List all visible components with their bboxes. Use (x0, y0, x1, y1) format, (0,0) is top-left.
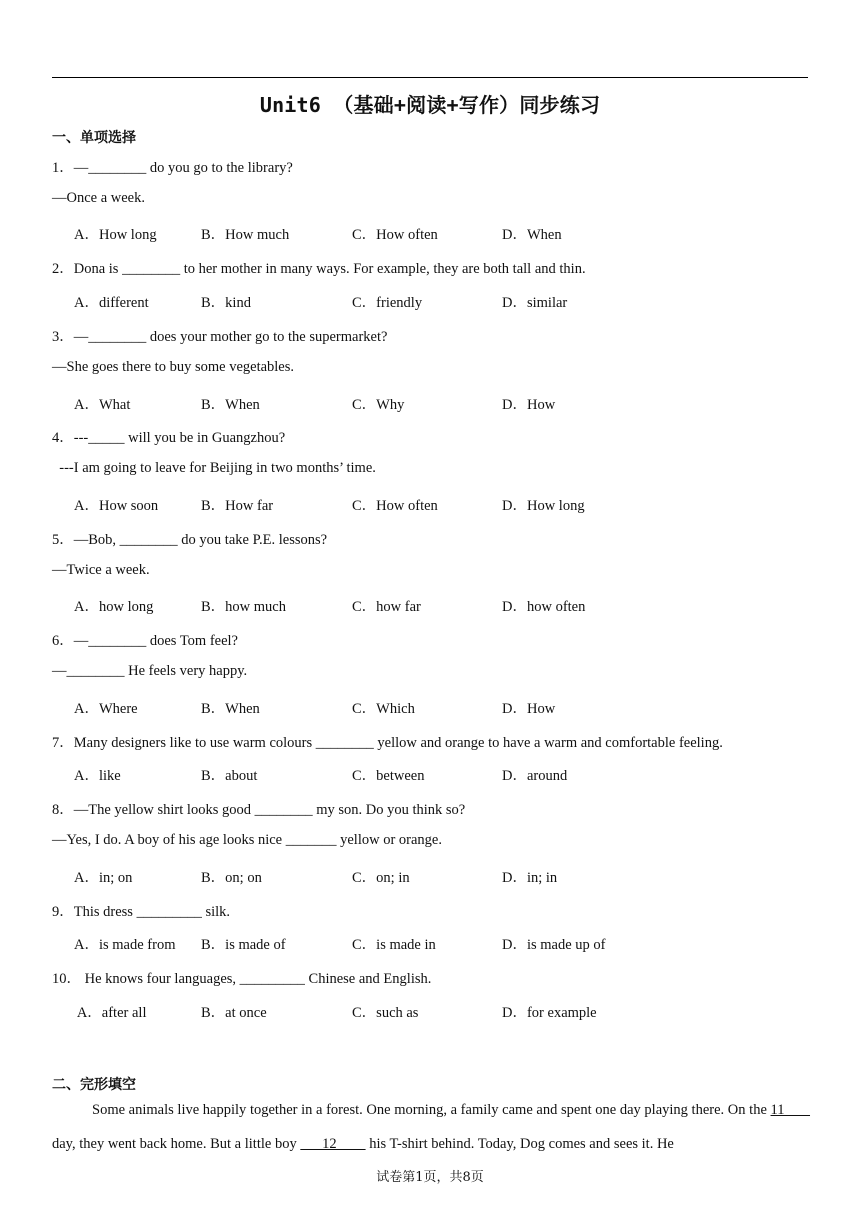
cloze-passage (52, 1093, 810, 1161)
question-8-options (74, 866, 794, 886)
cloze-text-2: day, they went back home. But a little boy (52, 1136, 301, 1152)
option-c[interactable]: C．such as (352, 1005, 419, 1021)
question-1-line-1: 1．—________ do you go to the library? (52, 160, 293, 176)
question-6-line-1: 6．—________ does Tom feel? (52, 633, 238, 649)
question-9-options (74, 933, 794, 953)
question-8-line-2: —Yes, I do. A boy of his age looks nice _______ yellow or orange. (52, 832, 442, 848)
question-3-options (74, 393, 794, 413)
question-3-line-2: —She goes there to buy some vegetables. (52, 359, 295, 375)
question-4-line-1: 4．---_____ will you be in Guangzhou? (52, 430, 286, 446)
question-8-line-1: 8．—The yellow shirt looks good ________ my son. Do you think so? (52, 802, 466, 818)
header-rule (52, 77, 808, 78)
option-c[interactable]: C．is made in (352, 937, 436, 953)
option-a[interactable]: A．is made from (74, 937, 176, 953)
option-a[interactable]: A．how long (74, 599, 154, 615)
option-b[interactable]: B．When (201, 701, 260, 717)
option-a[interactable]: A．different (74, 295, 149, 311)
option-a[interactable]: A．in; on (74, 870, 133, 886)
option-b[interactable]: B．about (201, 768, 258, 784)
question-7-line-1: 7．Many designers like to use warm colours ________ yellow and orange to have a warm and comfortable feeling. (52, 735, 723, 751)
option-a[interactable]: A．What (74, 397, 131, 413)
section-heading-cloze: 二、完形填空 (52, 1077, 136, 1093)
question-5-line-1: 5．—Bob, ________ do you take P.E. lessons? (52, 532, 328, 548)
question-10-options (74, 1001, 794, 1021)
option-b[interactable]: B．on; on (201, 870, 262, 886)
option-a[interactable]: A．after all (74, 1005, 147, 1021)
cloze-text-3: his T-shirt behind. Today, Dog comes and sees it. He (365, 1136, 674, 1152)
option-d[interactable]: D．How long (502, 498, 585, 514)
option-b[interactable]: B．How much (201, 227, 290, 243)
question-4-options (74, 494, 794, 514)
option-a[interactable]: A．How long (74, 227, 157, 243)
page-title: Unit6 （基础+阅读+写作）同步练习 (259, 93, 601, 117)
option-d[interactable]: D．around (502, 768, 568, 784)
option-b[interactable]: B．is made of (201, 937, 286, 953)
option-c[interactable]: C．on; in (352, 870, 410, 886)
option-b[interactable]: B．When (201, 397, 260, 413)
option-d[interactable]: D．When (502, 227, 562, 243)
option-a[interactable]: A．How soon (74, 498, 159, 514)
question-2-line-1: 2．Dona is ________ to her mother in many ways. For example, they are both tall and thin. (52, 261, 586, 277)
cloze-blank-12[interactable]: 12 (300, 1136, 366, 1152)
cloze-text-1: Some animals live happily together in a forest. One morning, a family came and spent one day playing there. On the (92, 1102, 767, 1118)
option-c[interactable]: C．How often (352, 227, 438, 243)
question-5-options (74, 595, 794, 615)
option-d[interactable]: D．how often (502, 599, 586, 615)
option-d[interactable]: D．for example (502, 1005, 597, 1021)
option-d[interactable]: D．is made up of (502, 937, 606, 953)
question-9-line-1: 9．This dress _________ silk. (52, 904, 231, 920)
section-heading-multiple-choice: 一、单项选择 (52, 130, 136, 146)
option-d[interactable]: D．How (502, 397, 556, 413)
option-c[interactable]: C．Why (352, 397, 405, 413)
question-7-options (74, 764, 794, 784)
cloze-blank-11[interactable]: 11 (770, 1102, 811, 1118)
question-4-line-2: ---I am going to leave for Beijing in two months’ time. (52, 460, 376, 476)
option-d[interactable]: D．How (502, 701, 556, 717)
question-6-line-2: —________ He feels very happy. (52, 663, 248, 679)
option-c[interactable]: C．friendly (352, 295, 423, 311)
option-b[interactable]: B．How far (201, 498, 274, 514)
option-b[interactable]: B．at once (201, 1005, 267, 1021)
option-c[interactable]: C．Which (352, 701, 415, 717)
option-a[interactable]: A．like (74, 768, 121, 784)
option-c[interactable]: C．between (352, 768, 425, 784)
question-3-line-1: 3．—________ does your mother go to the supermarket? (52, 329, 388, 345)
question-1-line-2: —Once a week. (52, 190, 145, 206)
page-footer: 试卷第1页，共8页 (376, 1170, 484, 1185)
option-a[interactable]: A．Where (74, 701, 138, 717)
option-b[interactable]: B．kind (201, 295, 251, 311)
option-d[interactable]: D．in; in (502, 870, 558, 886)
option-c[interactable]: C．how far (352, 599, 421, 615)
question-10-line-1: 10． He knows four languages, _________ Chinese and English. (52, 971, 432, 987)
option-d[interactable]: D．similar (502, 295, 568, 311)
option-b[interactable]: B．how much (201, 599, 286, 615)
question-6-options (74, 697, 794, 717)
question-5-line-2: —Twice a week. (52, 562, 150, 578)
question-2-options (74, 291, 794, 311)
question-1-options (74, 223, 794, 243)
option-c[interactable]: C．How often (352, 498, 438, 514)
